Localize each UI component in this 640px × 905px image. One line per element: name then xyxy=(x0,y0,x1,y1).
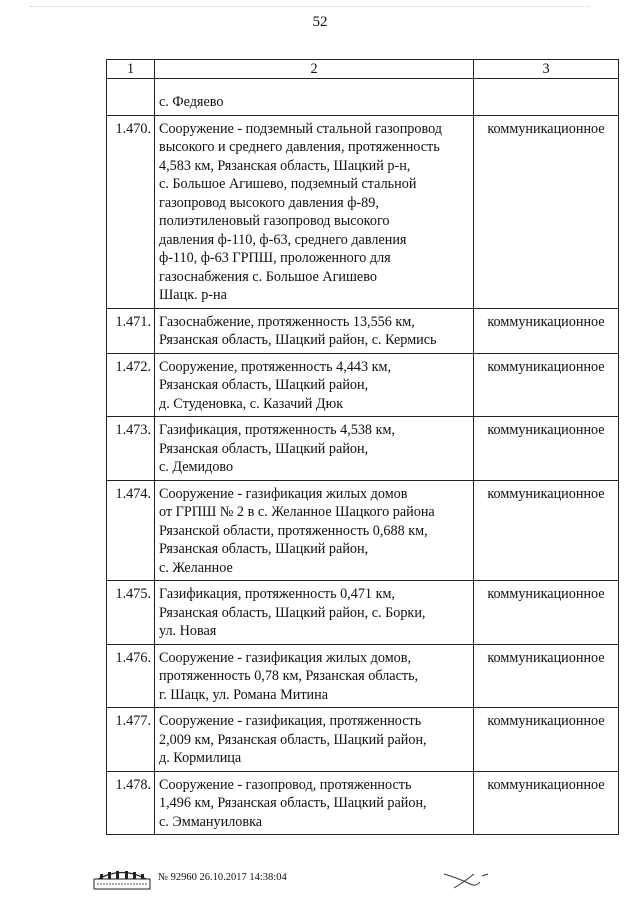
row-number-cell: 1.473. xyxy=(107,417,155,481)
table-row xyxy=(107,115,619,308)
description-line: д. Кормилица xyxy=(159,750,242,766)
description-line: 2,009 км, Рязанская область, Шацкий район, xyxy=(159,731,427,748)
description-line: Сооружение - газопровод, протяженность xyxy=(159,776,412,793)
table-row xyxy=(107,581,619,645)
description-line: с. Эммануиловка xyxy=(159,813,263,830)
description-line: 1,496 км, Рязанская область, Шацкий район, xyxy=(159,795,427,811)
row-type-cell: коммуникационное xyxy=(474,708,619,772)
description-line: Газификация, протяженность 4,538 км, xyxy=(159,422,395,438)
table-header-row xyxy=(107,60,619,79)
table-row xyxy=(107,771,619,835)
row-description-cell xyxy=(155,308,474,353)
row-description-cell xyxy=(155,115,474,308)
description-line: Шацк. р-на xyxy=(159,287,227,303)
description-line: газопровод высокого давления ф-89, xyxy=(159,194,379,211)
header-col-3: 3 xyxy=(474,60,619,79)
registry-table xyxy=(106,59,619,835)
row-description-cell xyxy=(155,417,474,481)
description-line: 4,583 км, Рязанская область, Шацкий р-н, xyxy=(159,157,411,174)
description-line: г. Шацк, ул. Романа Митина xyxy=(159,686,329,703)
description-line: давления ф-110, ф-63, среднего давления xyxy=(159,231,407,248)
description-line: полиэтиленовый газопровод высокого xyxy=(159,213,390,229)
header-col-2: 2 xyxy=(155,60,474,79)
description-line: от ГРПШ № 2 в с. Желанное Шацкого района xyxy=(159,504,435,520)
description-line: Газоснабжение, протяженность 13,556 км, xyxy=(159,313,415,330)
page-number: 52 xyxy=(312,14,328,30)
continuation-row xyxy=(107,79,619,116)
description-line: Сооружение, протяженность 4,443 км, xyxy=(159,358,392,375)
row-description-cell xyxy=(155,708,474,772)
row-description-cell xyxy=(155,771,474,835)
row-number-cell: 1.474. xyxy=(107,480,155,581)
description-line: Рязанская область, Шацкий район, xyxy=(159,440,369,457)
row-description-cell xyxy=(155,480,474,581)
description-line: Рязанская область, Шацкий район, с. Кермись xyxy=(159,332,437,348)
continuation-type-cell xyxy=(474,79,619,116)
description-line: газоснабжения с. Большое Агишево xyxy=(159,268,377,285)
row-number-cell: 1.476. xyxy=(107,644,155,708)
row-description-cell xyxy=(155,581,474,645)
description-line: Газификация, протяженность 0,471 км, xyxy=(159,586,395,602)
description-line: д. Студеновка, с. Казачий Дюк xyxy=(159,395,344,412)
row-type-cell: коммуникационное xyxy=(474,644,619,708)
table-row xyxy=(107,644,619,708)
row-number-cell: 1.471. xyxy=(107,308,155,353)
row-number-cell: 1.477. xyxy=(107,708,155,772)
description-line: ул. Новая xyxy=(159,623,217,639)
description-line: Рязанская область, Шацкий район, xyxy=(159,541,369,557)
table-row xyxy=(107,417,619,481)
registration-stamp-text: № 92960 26.10.2017 14:38:04 xyxy=(158,872,287,883)
description-line: Сооружение - газификация жилых домов xyxy=(159,485,408,502)
continuation-num-cell xyxy=(107,79,155,116)
description-line: с. Желанное xyxy=(159,559,233,576)
row-description-cell xyxy=(155,353,474,417)
row-number-cell: 1.475. xyxy=(107,581,155,645)
description-line: Рязанской области, протяженность 0,688 км, xyxy=(159,522,428,539)
description-line: Сооружение - газификация, протяженность xyxy=(159,713,422,729)
description-line: Сооружение - подземный стальной газопровод xyxy=(159,120,442,137)
description-line: Рязанская область, Шацкий район, с. Борки, xyxy=(159,604,426,621)
description-line: с. Демидово xyxy=(159,459,234,475)
signature-icon xyxy=(440,864,500,892)
description-line: ф-110, ф-63 ГРПШ, проложенного для xyxy=(159,250,391,266)
row-number-cell: 1.470. xyxy=(107,115,155,308)
description-line: Рязанская область, Шацкий район, xyxy=(159,377,369,393)
row-type-cell: коммуникационное xyxy=(474,581,619,645)
document-stamp-logo-icon xyxy=(92,868,152,890)
row-description-cell xyxy=(155,644,474,708)
table-row xyxy=(107,480,619,581)
document-footer xyxy=(92,868,392,890)
continuation-desc-cell xyxy=(155,79,474,116)
description-line: с. Большое Агишево, подземный стальной xyxy=(159,176,417,192)
scan-top-edge xyxy=(30,6,590,9)
table-row xyxy=(107,308,619,353)
row-type-cell: коммуникационное xyxy=(474,115,619,308)
row-number-cell: 1.472. xyxy=(107,353,155,417)
row-type-cell: коммуникационное xyxy=(474,417,619,481)
description-line: протяженность 0,78 км, Рязанская область, xyxy=(159,668,419,684)
continuation-text: с. Федяево xyxy=(159,94,224,110)
row-type-cell: коммуникационное xyxy=(474,480,619,581)
table-row xyxy=(107,353,619,417)
row-number-cell: 1.478. xyxy=(107,771,155,835)
row-type-cell: коммуникационное xyxy=(474,771,619,835)
table-row xyxy=(107,708,619,772)
header-col-1: 1 xyxy=(107,60,155,79)
description-line: высокого и среднего давления, протяженность xyxy=(159,139,440,155)
description-line: Сооружение - газификация жилых домов, xyxy=(159,649,412,666)
row-type-cell: коммуникационное xyxy=(474,308,619,353)
row-type-cell: коммуникационное xyxy=(474,353,619,417)
